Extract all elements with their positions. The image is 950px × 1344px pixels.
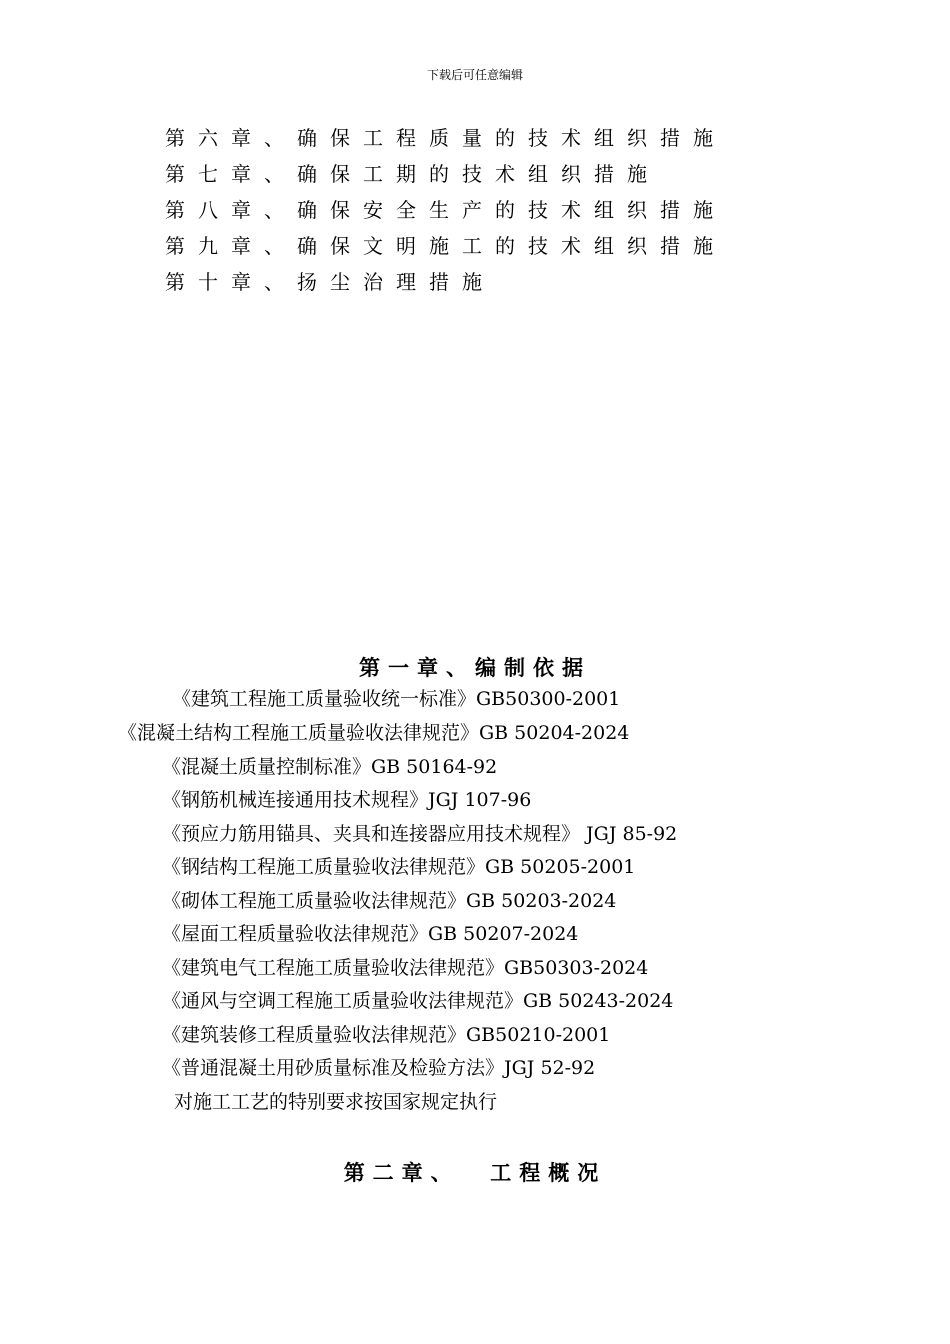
reference-item: 《砌体工程施工质量验收法律规范》GB 50203-2024 [162,890,617,912]
reference-item: 《钢结构工程施工质量验收法律规范》GB 50205-2001 [162,856,636,878]
toc-item-chapter-9: 第九章、确保文明施工的技术组织措施 [165,234,726,258]
reference-item: 《预应力筋用锚具、夹具和连接器应用技术规程》 JGJ 85-92 [162,823,678,845]
reference-item: 对施工工艺的特别要求按国家规定执行 [174,1091,498,1113]
reference-item: 《建筑工程施工质量验收统一标准》GB50300-2001 [172,688,621,710]
page-header-note: 下载后可任意编辑 [426,68,523,82]
reference-item: 《通风与空调工程施工质量验收法律规范》GB 50243-2024 [162,990,674,1012]
table-of-contents [165,120,726,300]
toc-item-chapter-8: 第八章、确保安全生产的技术组织措施 [165,198,726,222]
reference-item: 《建筑装修工程质量验收法律规范》GB50210-2001 [162,1024,611,1046]
reference-item: 《普通混凝土用砂质量标准及检验方法》JGJ 52-92 [162,1057,596,1079]
chapter-2-title: 第二章、 工程概况 [343,1161,607,1185]
reference-item: 《混凝土结构工程施工质量验收法律规范》GB 50204-2024 [118,722,630,744]
chapter-1-title: 第一章、编制依据 [359,656,591,680]
reference-item: 《钢筋机械连接通用技术规程》JGJ 107-96 [162,789,532,811]
toc-item-chapter-6: 第六章、确保工程质量的技术组织措施 [165,126,726,150]
toc-item-chapter-10: 第十章、扬尘治理措施 [165,270,495,294]
reference-item: 《混凝土质量控制标准》GB 50164-92 [162,756,498,778]
reference-item: 《建筑电气工程施工质量验收法律规范》GB50303-2024 [162,957,649,979]
reference-item: 《屋面工程质量验收法律规范》GB 50207-2024 [162,923,579,945]
toc-item-chapter-7: 第七章、确保工期的技术组织措施 [165,162,660,186]
